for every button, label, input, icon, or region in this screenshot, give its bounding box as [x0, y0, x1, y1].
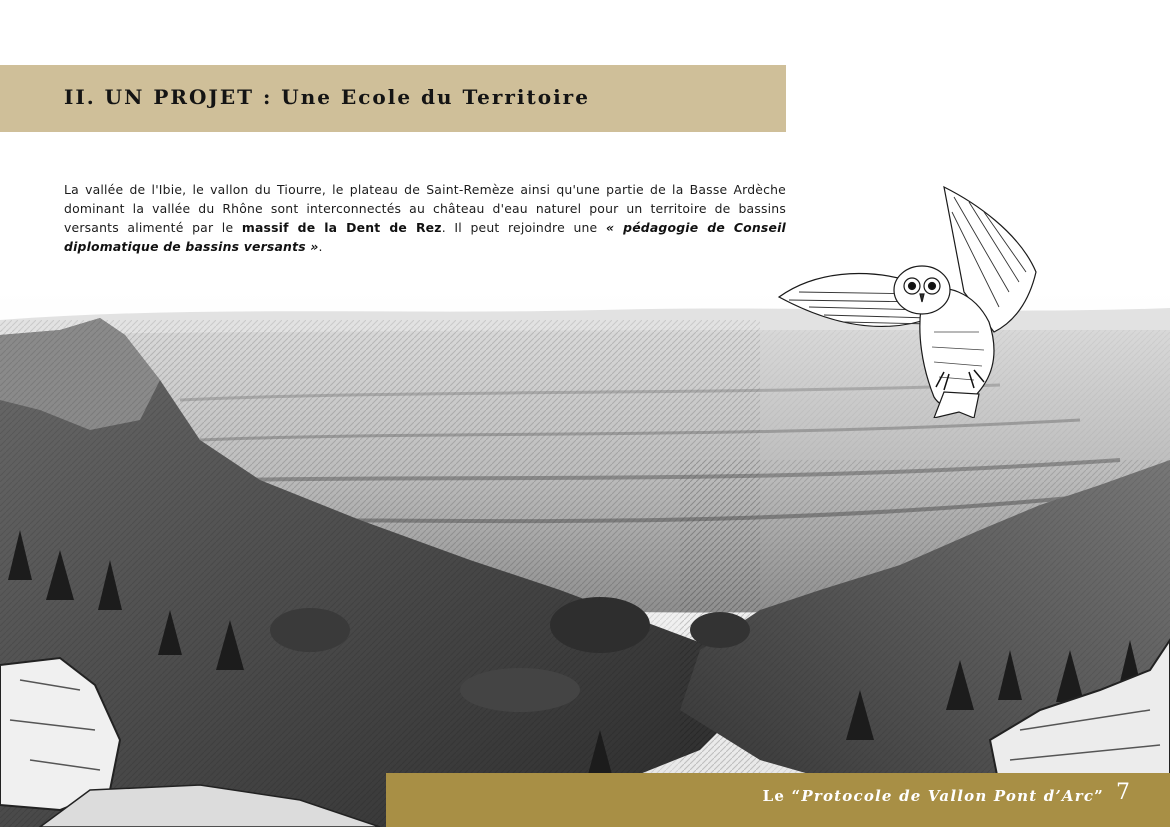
intro-text-1: La vallée de l'Ibie, le vallon du Tiourre, le plateau de Saint-Remèze ainsi qu'une partie de la Basse Ardèche dominant la vallée du Rhône sont interconnectés au château d'eau naturel pour un territoire de bassins versants alimenté par le	[64, 182, 786, 235]
footer-title-prefix: Le “	[762, 787, 802, 805]
owl-illustration	[774, 182, 1040, 418]
section-title: II. UN PROJET : Une Ecole du Territoire	[64, 85, 590, 109]
footer-title	[763, 787, 1104, 805]
intro-text-3: .	[318, 239, 323, 254]
page-number: 7	[1116, 780, 1130, 805]
intro-text-2: . Il peut rejoindre une	[441, 220, 606, 235]
footer-title-emphasis: Protocole de Vallon Pont d’Arc	[801, 787, 1095, 805]
intro-paragraph	[64, 180, 786, 256]
footer-title-suffix: ”	[1094, 787, 1104, 805]
intro-bold-italic-text: « pédagogie de Conseil diplomatique de bassins versants »	[64, 220, 786, 254]
intro-bold-text: massif de la Dent de Rez	[241, 220, 442, 235]
